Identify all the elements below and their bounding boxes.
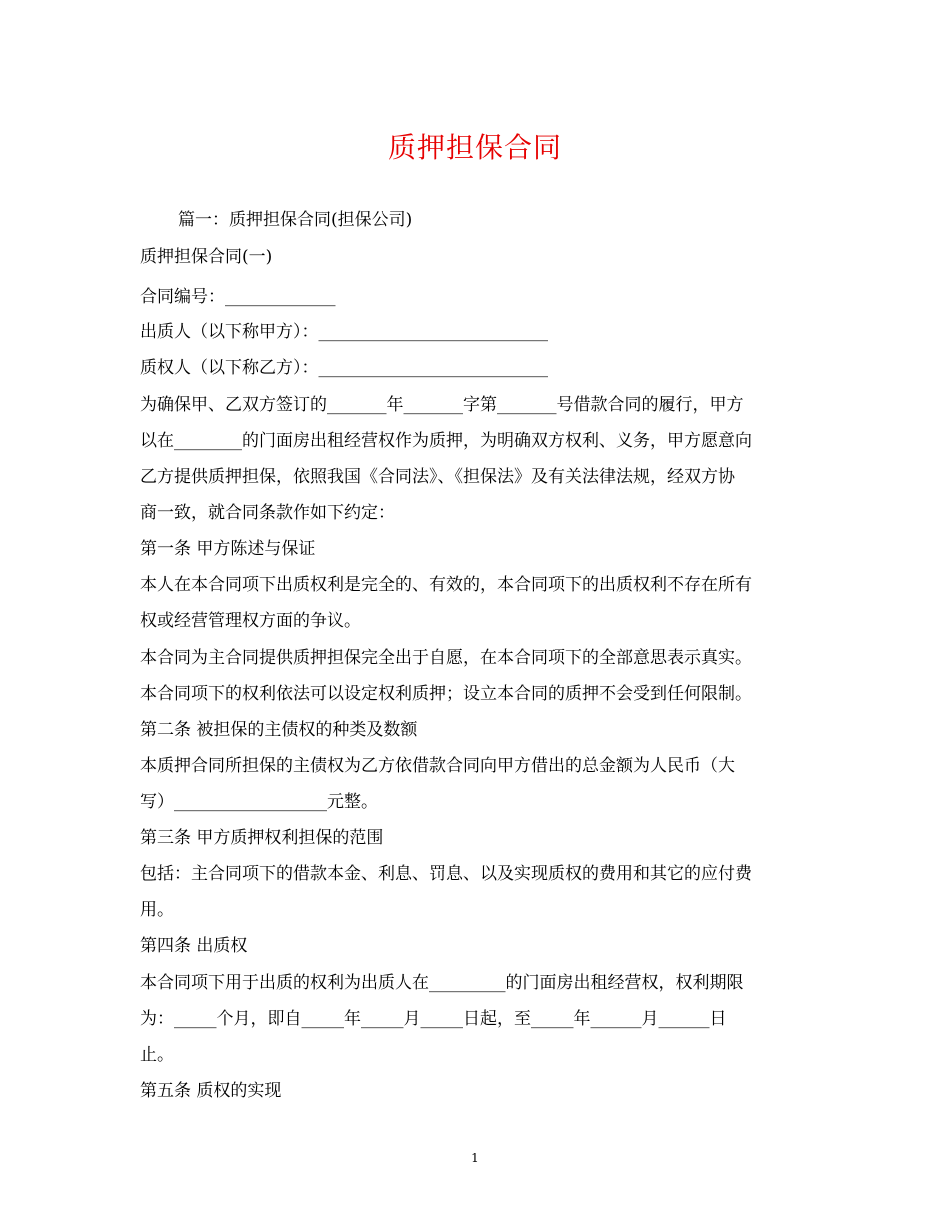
body-paragraph-line: 用。 (140, 900, 174, 920)
article-heading: 第三条 甲方质押权利担保的范围 (140, 828, 384, 848)
article-heading: 第一条 甲方陈述与保证 (140, 539, 316, 559)
body-paragraph-line: 商一致，就合同条款作如下约定： (140, 503, 395, 523)
section-heading: 篇一：质押担保合同(担保公司) (178, 210, 413, 230)
article-heading: 第二条 被担保的主债权的种类及数额 (140, 720, 418, 740)
body-paragraph-line: 包括：主合同项下的借款本金、利息、罚息、以及实现质权的费用和其它的应付费 (140, 864, 752, 884)
body-paragraph-line: 本人在本合同项下出质权利是完全的、有效的，本合同项下的出质权利不存在所有 (140, 575, 752, 595)
article-heading: 第五条 质权的实现 (140, 1081, 282, 1101)
body-paragraph-line: 本合同为主合同提供质押担保完全出于自愿，在本合同项下的全部意思表示真实。 (140, 648, 752, 668)
article-heading: 第四条 出质权 (140, 936, 248, 956)
body-paragraph-line: 以在________的门面房出租经营权作为质押，为明确双方权利、义务，甲方愿意向 (140, 431, 752, 451)
body-paragraph-line: 本合同项下的权利依法可以设定权利质押；设立本合同的质押不会受到任何限制。 (140, 684, 752, 704)
contract-subtitle: 质押担保合同(一) (140, 247, 273, 267)
document-title: 质押担保合同 (387, 131, 562, 164)
body-paragraph-line: 权或经营管理权方面的争议。 (140, 611, 361, 631)
body-paragraph-line: 写）__________________元整。 (140, 792, 378, 812)
page-number: 1 (471, 1151, 479, 1165)
contract-number-field: 合同编号：_____________ (140, 287, 336, 307)
body-paragraph-line: 为：_____个月，即自_____年_____月_____日起，至_____年______月______日 (140, 1009, 727, 1029)
body-paragraph-line: 止。 (140, 1045, 174, 1065)
pledgee-field: 质权人（以下称乙方）：___________________________ (140, 358, 548, 378)
body-paragraph-line: 为确保甲、乙双方签订的_______年_______字第_______号借款合同的履行，甲方 (140, 395, 744, 415)
body-paragraph-line: 本质押合同所担保的主债权为乙方依借款合同向甲方借出的总金额为人民币（大 (140, 756, 735, 776)
pledgor-field: 出质人（以下称甲方）：___________________________ (140, 322, 548, 342)
body-paragraph-line: 乙方提供质押担保，依照我国《合同法》、《担保法》及有关法律法规，经双方协 (140, 467, 735, 487)
body-paragraph-line: 本合同项下用于出质的权利为出质人在_________的门面房出租经营权，权利期限 (140, 973, 744, 993)
